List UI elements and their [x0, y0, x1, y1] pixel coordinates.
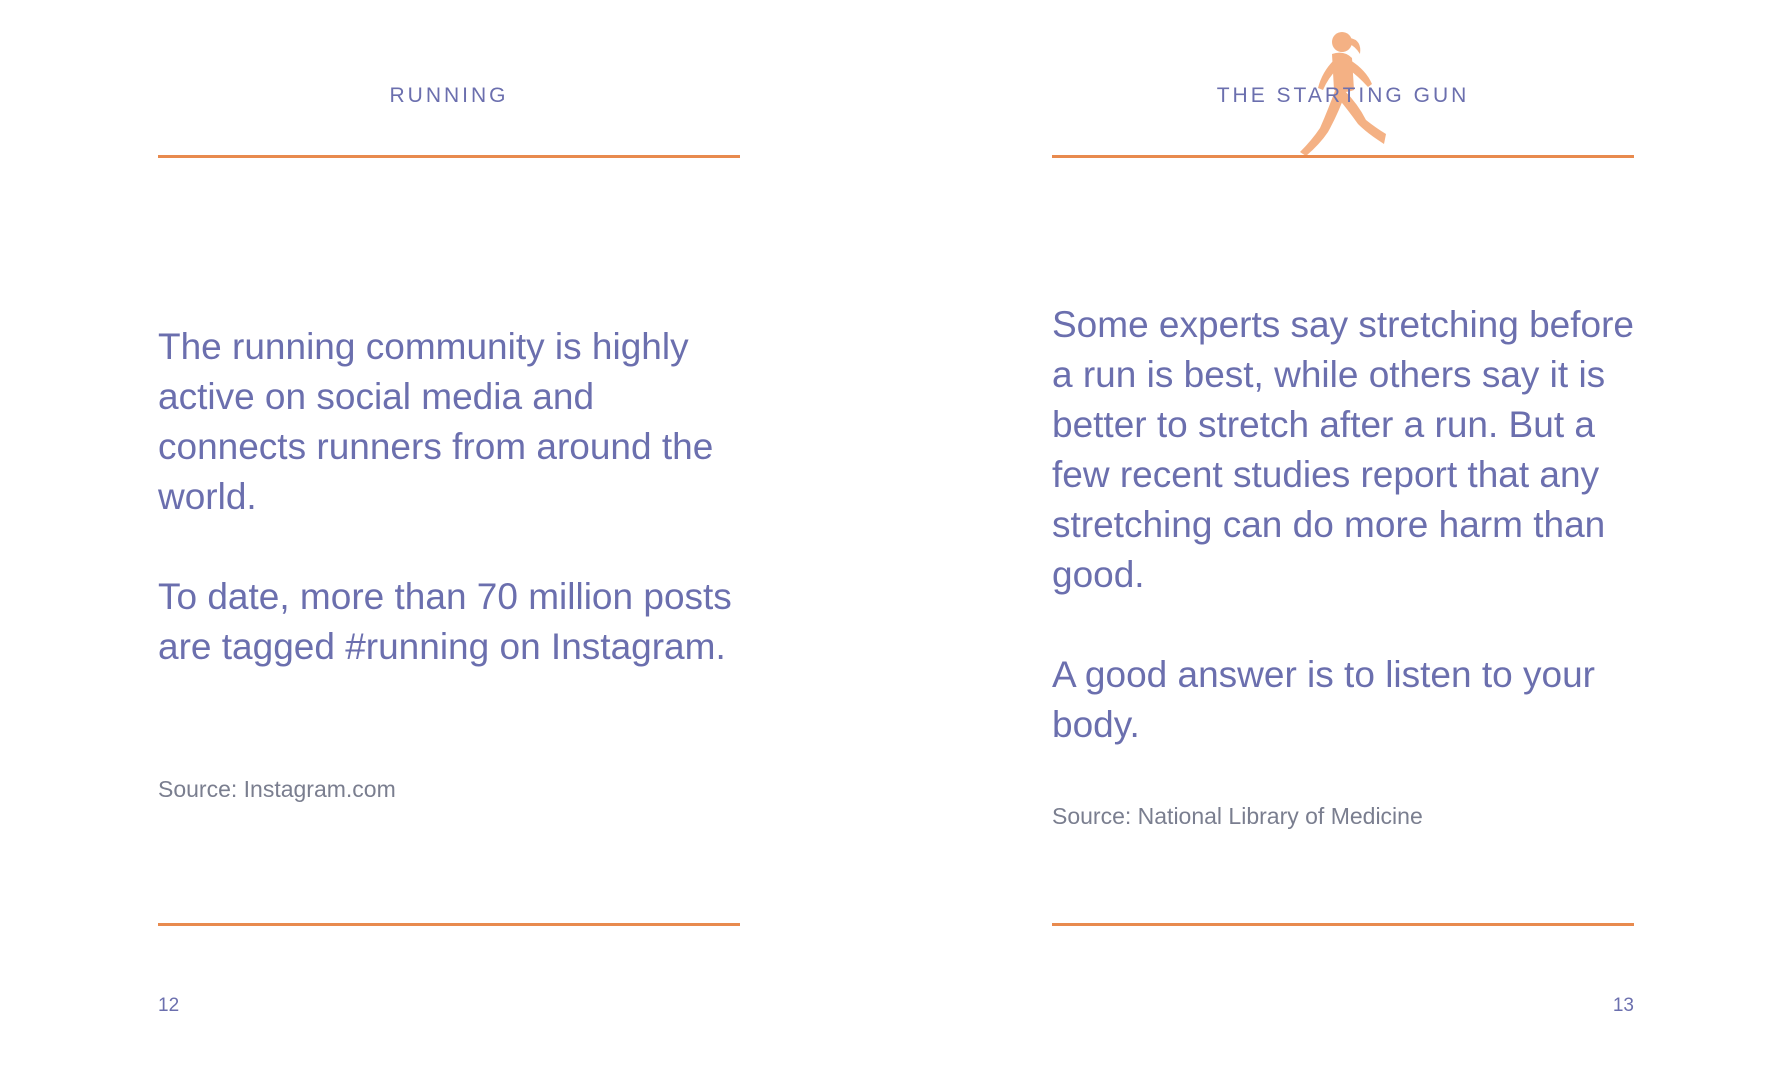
right-page — [1052, 0, 1634, 1079]
right-body-text — [1052, 300, 1634, 800]
right-page-number: 13 — [1612, 995, 1634, 1016]
left-paragraph-2: To date, more than 70 million posts are tagged #running on Instagram. — [158, 576, 732, 667]
left-top-rule — [158, 155, 740, 158]
right-paragraph-1: Some experts say stretching before a run is best, while others say it is better to stretch after a run. But a few recent studies report that any stretching can do more harm than good. — [1052, 304, 1635, 595]
left-paragraph-1: The running community is highly active on social media and connects runners from around the world. — [158, 326, 714, 517]
left-page-number: 12 — [158, 995, 180, 1016]
left-body-text — [158, 322, 740, 722]
left-running-header: RUNNING — [389, 84, 509, 107]
right-running-header: THE STARTING GUN — [1216, 84, 1470, 107]
right-paragraph-2: A good answer is to listen to your body. — [1052, 654, 1595, 745]
right-top-rule — [1052, 155, 1634, 158]
right-source-citation: Source: National Library of Medicine — [1052, 803, 1423, 829]
left-bottom-rule — [158, 923, 740, 926]
left-page — [158, 0, 740, 1079]
right-bottom-rule — [1052, 923, 1634, 926]
left-source-citation: Source: Instagram.com — [158, 776, 396, 802]
